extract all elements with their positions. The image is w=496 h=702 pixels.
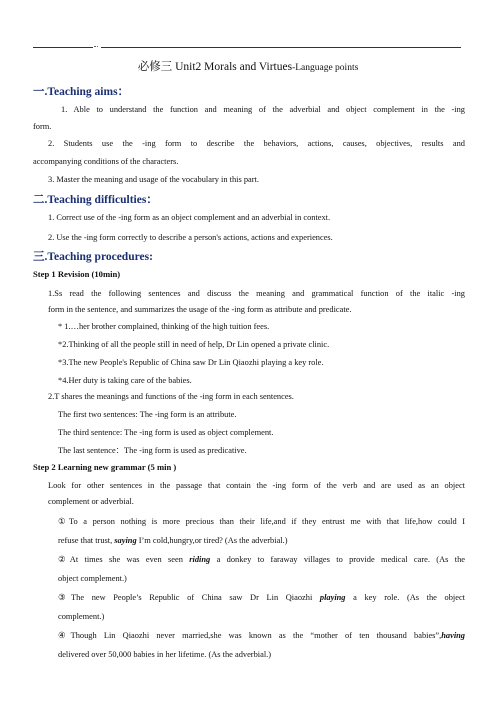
example-2-rest: a donkey to faraway villages to provide medical care. (As the xyxy=(210,555,465,564)
step1-line-3: * 1.…her brother complained, thinking of the high tuition fees. xyxy=(58,322,270,331)
example-2-line-1 xyxy=(58,555,465,565)
example-4-line-2: delivered over 50,000 babies in her lifetime. (As the adverbial.) xyxy=(58,650,272,659)
step1-line-10: The last sentence：The -ing form is used as predicative. xyxy=(58,446,247,455)
step1-line-2: form in the sentence, and summarizes the usage of the -ing form as attribute and predicate. xyxy=(48,305,352,314)
example-1-text: refuse that trust, xyxy=(58,536,115,545)
step1-line-6: *4.Her duty is taking care of the babies. xyxy=(58,376,192,385)
example-2-line-2: object complement.) xyxy=(58,574,127,583)
example-1-ing-word: saying xyxy=(114,536,137,545)
step1-line-8: The first two sentences: The -ing form is an attribute. xyxy=(58,410,237,419)
difficulties-line-2: 2. Use the -ing form correctly to describe a person's actions, actions and experiences. xyxy=(48,233,333,242)
page-title xyxy=(0,58,496,74)
procedures-heading: 三.Teaching procedures: xyxy=(33,251,153,263)
aims-heading: 一.Teaching aims： xyxy=(33,86,130,98)
step1-line-7: 2.T shares the meanings and functions of the -ing form in each sentences. xyxy=(48,392,294,401)
difficulties-line-1: 1. Correct use of the -ing form as an object complement and an adverbial in context. xyxy=(48,213,331,222)
aims-line-5: 3. Master the meaning and usage of the vocabulary in this part. xyxy=(48,175,259,184)
example-2-text: ②At times she was even seen xyxy=(58,555,190,564)
aims-line-2: form. xyxy=(33,122,52,131)
example-1-note: I’m cold,hungry,or tired? (As the adverbial.) xyxy=(136,536,288,545)
example-1-line-1: ①To a person nothing is more precious than their life,and if they entrust me with that life,how could I xyxy=(58,517,465,526)
aims-line-4: accompanying conditions of the characters. xyxy=(33,157,179,166)
aims-line-3: 2. Students use the -ing form to describe the behaviors, actions, causes, objectives, results and xyxy=(48,139,465,148)
example-3-rest: a key role. (As the object xyxy=(345,593,465,602)
title-sub: -Language points xyxy=(292,63,359,73)
difficulties-heading: 二.Teaching difficulties： xyxy=(33,194,158,206)
step2-intro-1: Look for other sentences in the passage that contain the -ing form of the verb and are used as an object xyxy=(48,481,465,490)
example-3-text: ③The new People’s Republic of China saw Dr Lin Qiaozhi xyxy=(58,593,320,602)
step1-line-9: The third sentence: The -ing form is used as object complement. xyxy=(58,428,274,437)
example-3-line-2: complement.) xyxy=(58,612,105,621)
step2-title: Step 2 Learning new grammar (5 min ) xyxy=(33,462,177,472)
header-rule-right xyxy=(101,47,461,48)
example-4-text: ④Though Lin Qiaozhi never married,she was known as the “mother of ten thousand babies”, xyxy=(58,631,442,640)
header-rule-dot xyxy=(94,46,98,48)
example-3-ing-word: playing xyxy=(319,593,346,602)
step1-title: Step 1 Revision (10min) xyxy=(33,269,121,279)
example-1-line-2 xyxy=(58,536,288,546)
step1-line-1: 1.Ss read the following sentences and discuss the meaning and grammatical function of the italic -ing xyxy=(48,289,465,298)
example-4-ing-word: having xyxy=(441,631,465,640)
step2-intro-2: complement or adverbial. xyxy=(48,497,134,506)
step1-line-4: *2.Thinking of all the people still in need of help, Dr Lin opened a private clinic. xyxy=(58,340,330,349)
header-rule-left xyxy=(33,47,93,48)
example-2-ing-word: riding xyxy=(189,555,211,564)
aims-line-1: 1. Able to understand the function and meaning of the adverbial and object complement in the -ing xyxy=(61,105,465,114)
step1-line-5: *3.The new People's Republic of China saw Dr Lin Qiaozhi playing a key role. xyxy=(58,358,324,367)
title-main: 必修三 Unit2 Morals and Virtues xyxy=(137,61,293,73)
example-3-line-1 xyxy=(58,593,465,603)
example-4-line-1 xyxy=(58,631,465,641)
